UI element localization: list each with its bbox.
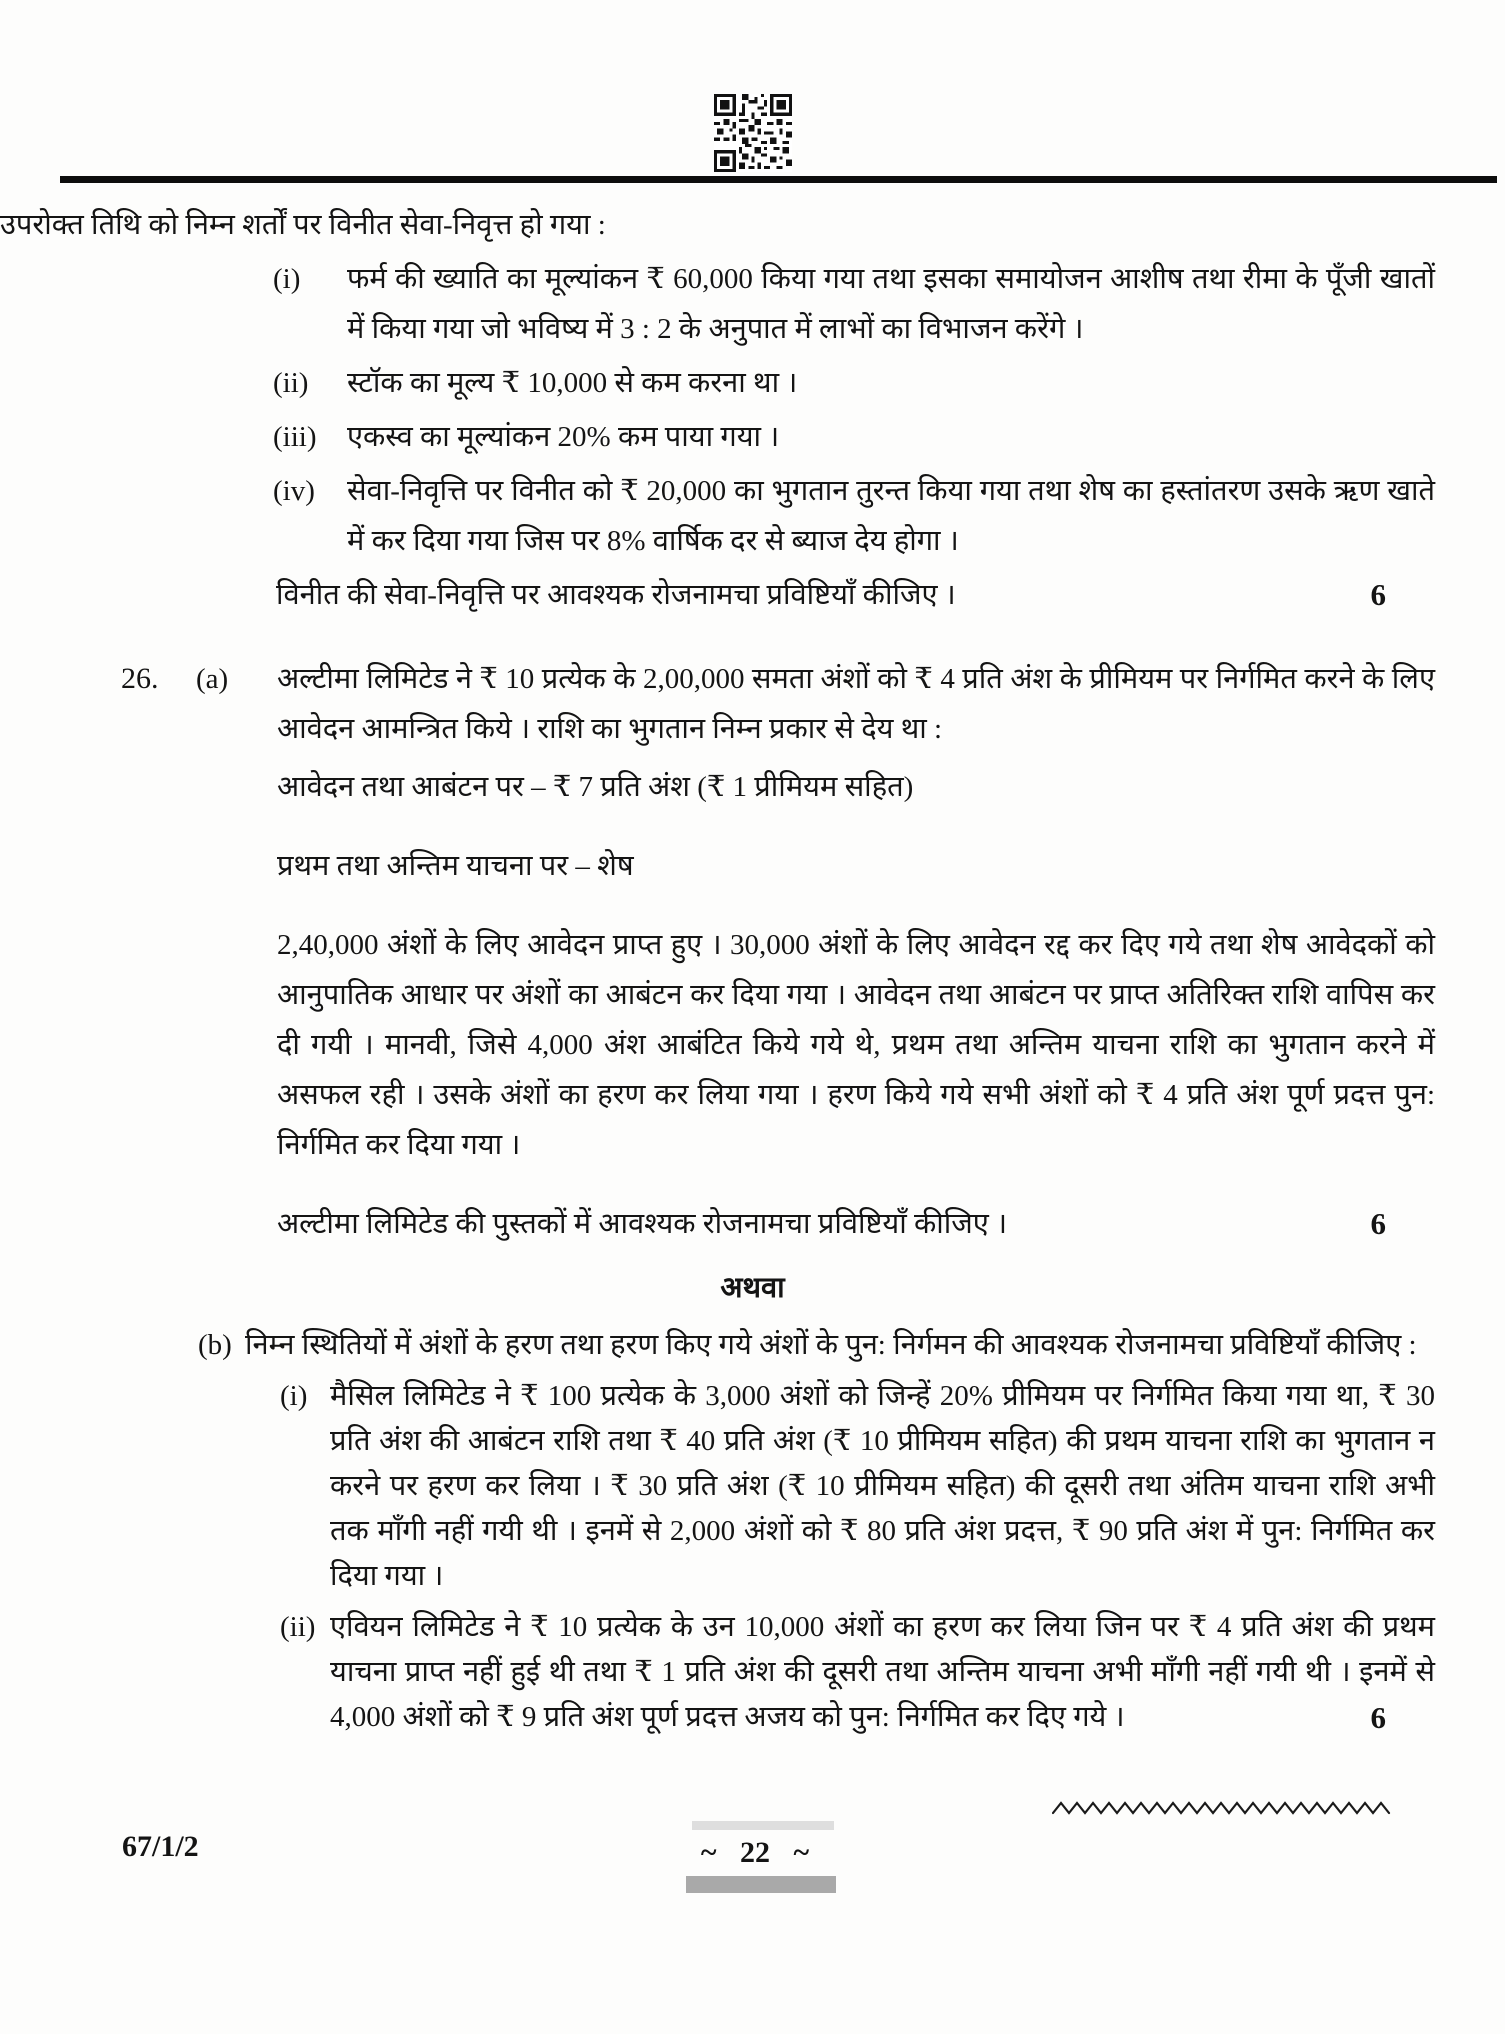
zigzag-scribble xyxy=(1052,1798,1404,1820)
marks-badge: 6 xyxy=(1370,577,1386,612)
q26a-closing-line xyxy=(277,1199,1435,1249)
header-divider xyxy=(60,176,1497,183)
q25-item-ii xyxy=(273,358,1435,408)
list-text: एवियन लिमिटेड ने ₹ 10 प्रत्येक के उन 10,000 अंशों का हरण कर लिया जिन पर ₹ 4 प्रति अंश की प्रथम याचना प्राप्त नहीं हुई थी तथा ₹ 1 प्रति अंश की दूसरी तथा अन्तिम याचना अभी माँगी नहीं गयी थी । इनमें से 4,000 अंशों को ₹ 9 प्रति अंश पूर्ण प्रदत्त अजय को पुन: निर्गमित कर दिए गये । xyxy=(330,1611,1435,1733)
closing-text: अल्टीमा लिमिटेड की पुस्तकों में आवश्यक रोजनामचा प्रविष्टियाँ कीजिए । xyxy=(277,1208,1008,1240)
list-marker: (ii) xyxy=(280,1611,316,1643)
paragraph-text: अल्टीमा लिमिटेड ने ₹ 10 प्रत्येक के 2,00,000 समता अंशों को ₹ 4 प्रति अंश के प्रीमियम पर निर्गमित करने के लिए आवेदन आमन्त्रित किये । राशि का भुगतान निम्न प्रकार से देय था : xyxy=(277,663,1435,745)
q25-item-iv xyxy=(273,466,1435,566)
list-marker: (iii) xyxy=(273,421,317,453)
q25-item-i xyxy=(273,254,1435,354)
q26a-payable-line-1: आवेदन तथा आबंटन पर – ₹ 7 प्रति अंश (₹ 1 प्रीमियम सहित) xyxy=(277,771,914,803)
q26b-item-ii xyxy=(280,1605,1435,1740)
marks-badge: 6 xyxy=(1370,1206,1386,1241)
list-text: सेवा-निवृत्ति पर विनीत को ₹ 20,000 का भुगतान तुरन्त किया गया तथा शेष का हस्तांतरण उसके ऋण खाते में कर दिया गया जिस पर 8% वार्षिक दर से ब्याज देय होगा । xyxy=(347,475,1435,557)
closing-text: विनीत की सेवा-निवृत्ति पर आवश्यक रोजनामचा प्रविष्टियाँ कीजिए । xyxy=(276,579,956,611)
q25-item-iii xyxy=(273,412,1435,462)
list-text: एकस्व का मूल्यांकन 20% कम पाया गया । xyxy=(347,421,780,453)
q26a-payable-line-2: प्रथम तथा अन्तिम याचना पर – शेष xyxy=(277,850,634,882)
q25-intro: उपरोक्त तिथि को निम्न शर्तों पर विनीत सेवा-निवृत्त हो गया : xyxy=(0,209,606,241)
page-number: ~ 22 ~ xyxy=(700,1836,810,1869)
page-number-underline-bar xyxy=(686,1876,836,1893)
q26-part-b xyxy=(0,1323,1505,1740)
q26a-para2: 2,40,000 अंशों के लिए आवेदन प्राप्त हुए । 30,000 अंशों के लिए आवेदन रद्द कर दिए गये तथा शेष आवेदकों को आनुपातिक आधार पर अंशों का आबंटन कर दिया गया । आवेदन तथा आबंटन पर प्राप्त अतिरिक्त राशि वापिस कर दी गयी । मानवी, जिसे 4,000 अंश आबंटित किये गये थे, प्रथम तथा अन्तिम याचना राशि का भुगतान करने में असफल रही । उसके अंशों का हरण कर लिया गया । हरण किये गये सभी अंशों को ₹ 4 प्रति अंश पूर्ण प्रदत्त पुन: निर्गमित कर दिया गया । xyxy=(277,929,1435,1161)
part-marker: (b) xyxy=(198,1329,232,1361)
list-text: मैसिल लिमिटेड ने ₹ 100 प्रत्येक के 3,000 अंशों को जिन्हें 20% प्रीमियम पर निर्गमित किया गया था, ₹ 30 प्रति अंश की आबंटन राशि तथा ₹ 40 प्रति अंश (₹ 10 प्रीमियम सहित) की प्रथम याचना राशि का भुगतान न करने पर हरण कर लिया । ₹ 30 प्रति अंश (₹ 10 प्रीमियम सहित) की दूसरी तथा अंतिम याचना राशि अभी तक माँगी नहीं गयी थी । इनमें से 2,000 अंशों को ₹ 80 प्रति अंश प्रदत्त, ₹ 90 प्रति अंश में पुन: निर्गमित कर दिया गया । xyxy=(330,1380,1435,1592)
q25-closing-line xyxy=(276,570,1435,620)
q26b-intro xyxy=(198,1323,1435,1368)
list-marker: (iv) xyxy=(273,475,315,507)
q26b-item-i xyxy=(280,1374,1435,1599)
paragraph-text: निम्न स्थितियों में अंशों के हरण तथा हरण किए गये अंशों के पुन: निर्गमन की आवश्यक रोजनामचा प्रविष्टियाँ कीजिए : xyxy=(245,1329,1417,1361)
page-number-top-stripe xyxy=(692,1821,834,1830)
list-text: स्टॉक का मूल्य ₹ 10,000 से कम करना था । xyxy=(347,367,798,399)
part-marker: (a) xyxy=(196,663,229,695)
question-number: 26. xyxy=(121,662,159,695)
list-text: फर्म की ख्याति का मूल्यांकन ₹ 60,000 किया गया तथा इसका समायोजन आशीष तथा रीमा के पूँजी खातों में किया गया जो भविष्य में 3 : 2 के अनुपात में लाभों का विभाजन करेंगे । xyxy=(347,263,1435,345)
question-paper-content xyxy=(0,200,1505,1740)
list-marker: (i) xyxy=(273,263,301,295)
list-marker: (ii) xyxy=(273,367,309,399)
marks-badge: 6 xyxy=(1370,1700,1386,1735)
or-label: अथवा xyxy=(720,1272,785,1304)
list-marker: (i) xyxy=(280,1380,308,1412)
q26-part-a-para1 xyxy=(121,654,1435,754)
qr-code-icon xyxy=(714,92,792,174)
paper-code: 67/1/2 xyxy=(122,1830,199,1863)
